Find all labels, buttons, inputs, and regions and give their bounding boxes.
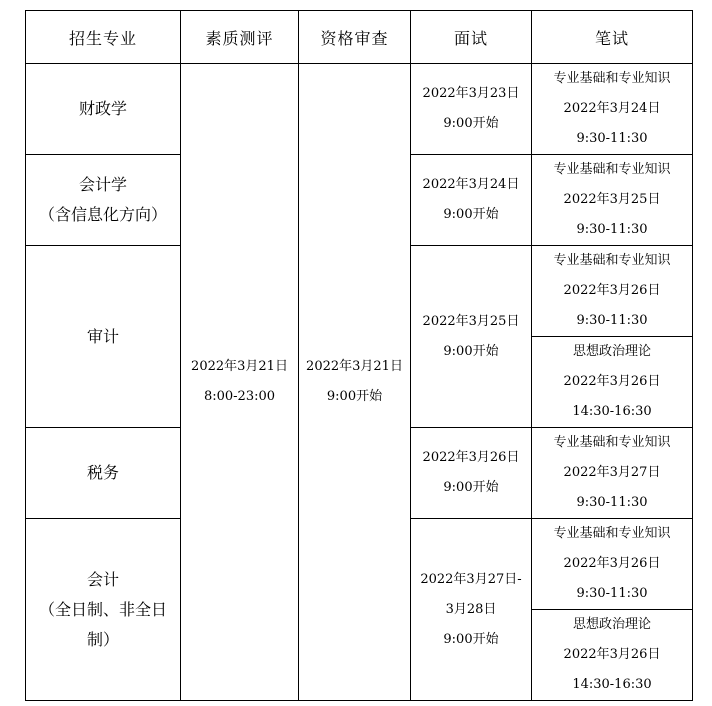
written-date: 2022年3月26日 bbox=[563, 374, 661, 389]
written-accounting bbox=[532, 155, 693, 246]
interview-date: 2022年3月23日 bbox=[422, 86, 520, 101]
interview-date-end: 3月28日 bbox=[445, 601, 497, 617]
major-finance-name: 财政学 bbox=[78, 99, 127, 118]
written-audit-1 bbox=[532, 246, 693, 337]
written-finance bbox=[532, 64, 693, 155]
interview-date: 2022年3月26日 bbox=[422, 450, 520, 465]
written-subject: 思想政治理论 bbox=[572, 344, 651, 359]
written-subject: 思想政治理论 bbox=[572, 617, 651, 632]
written-subject: 专业基础和专业知识 bbox=[553, 162, 671, 177]
header-major bbox=[26, 11, 181, 64]
major-pa-note-2: 制） bbox=[86, 629, 119, 649]
header-interview bbox=[411, 11, 532, 64]
written-time: 9:30-11:30 bbox=[576, 495, 648, 510]
written-date: 2022年3月26日 bbox=[563, 556, 661, 571]
quality-time: 8:00-23:00 bbox=[203, 389, 276, 404]
interview-date: 2022年3月25日 bbox=[422, 313, 520, 329]
interview-time: 9:00开始 bbox=[443, 343, 499, 359]
interview-taxation bbox=[411, 428, 532, 519]
interview-finance bbox=[411, 64, 532, 155]
written-professional-accounting-2 bbox=[532, 610, 693, 701]
written-time: 9:30-11:30 bbox=[576, 586, 648, 601]
written-date: 2022年3月26日 bbox=[563, 283, 661, 298]
major-finance bbox=[26, 64, 181, 155]
written-subject: 专业基础和专业知识 bbox=[553, 435, 671, 450]
major-taxation bbox=[26, 428, 181, 519]
qualification-review-cell bbox=[299, 64, 411, 701]
written-time: 14:30-16:30 bbox=[572, 404, 652, 419]
written-date: 2022年3月25日 bbox=[563, 192, 661, 207]
interview-time: 9:00开始 bbox=[443, 631, 499, 647]
qualification-time: 9:00开始 bbox=[326, 389, 383, 404]
written-subject: 专业基础和专业知识 bbox=[553, 253, 671, 268]
interview-time: 9:00开始 bbox=[443, 480, 499, 495]
major-pa-name: 会计 bbox=[86, 569, 119, 589]
admission-schedule-table bbox=[25, 10, 693, 701]
interview-time: 9:00开始 bbox=[443, 207, 499, 222]
major-accounting-note: （含信息化方向） bbox=[38, 205, 167, 224]
header-quality-label: 素质测评 bbox=[205, 28, 274, 48]
interview-accounting bbox=[411, 155, 532, 246]
written-taxation bbox=[532, 428, 693, 519]
written-time: 14:30-16:30 bbox=[572, 677, 652, 692]
major-pa-note-1: （全日制、非全日 bbox=[38, 599, 167, 619]
header-qualification-label: 资格审查 bbox=[320, 28, 389, 48]
major-accounting-name: 会计学 bbox=[78, 175, 127, 194]
written-time: 9:30-11:30 bbox=[576, 222, 648, 237]
written-time: 9:30-11:30 bbox=[576, 313, 648, 328]
written-date: 2022年3月24日 bbox=[563, 101, 661, 116]
header-written bbox=[532, 11, 693, 64]
written-date: 2022年3月27日 bbox=[563, 465, 661, 480]
written-date: 2022年3月26日 bbox=[563, 647, 661, 662]
interview-date: 2022年3月27日- bbox=[420, 571, 522, 587]
major-taxation-name: 税务 bbox=[86, 463, 119, 482]
written-time: 9:30-11:30 bbox=[576, 131, 648, 146]
interview-date: 2022年3月24日 bbox=[422, 177, 520, 192]
header-interview-label: 面试 bbox=[453, 28, 488, 48]
interview-audit bbox=[411, 246, 532, 428]
header-major-label: 招生专业 bbox=[68, 28, 137, 48]
written-professional-accounting-1 bbox=[532, 519, 693, 610]
header-written-label: 笔试 bbox=[594, 28, 629, 48]
major-audit-name: 审计 bbox=[86, 326, 119, 346]
quality-assessment-cell bbox=[181, 64, 299, 701]
header-quality bbox=[181, 11, 299, 64]
major-accounting bbox=[26, 155, 181, 246]
header-qualification bbox=[299, 11, 411, 64]
written-subject: 专业基础和专业知识 bbox=[553, 526, 671, 541]
major-audit bbox=[26, 246, 181, 428]
written-subject: 专业基础和专业知识 bbox=[553, 71, 671, 86]
written-audit-2 bbox=[532, 337, 693, 428]
quality-date: 2022年3月21日 bbox=[191, 359, 288, 374]
major-professional-accounting bbox=[26, 519, 181, 701]
table-row bbox=[26, 64, 693, 155]
interview-professional-accounting bbox=[411, 519, 532, 701]
qualification-date: 2022年3月21日 bbox=[306, 359, 403, 374]
header-row bbox=[26, 11, 693, 64]
interview-time: 9:00开始 bbox=[443, 116, 499, 131]
